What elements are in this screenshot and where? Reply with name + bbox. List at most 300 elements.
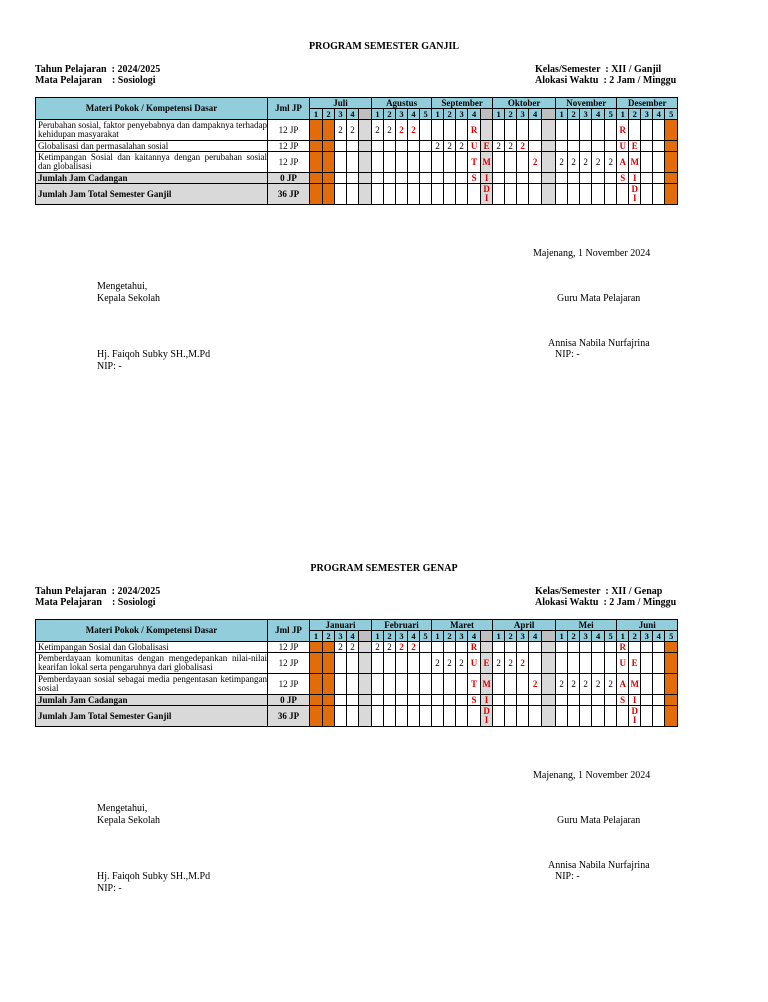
week-cell: 2 xyxy=(580,674,592,695)
week-cell: A xyxy=(617,152,629,173)
week-number: 1 xyxy=(617,631,629,642)
week-cell xyxy=(568,653,580,674)
meta-right: Kelas/Semester : XII / Genap Alokasi Waktu : 2 Jam / Minggu xyxy=(535,586,677,608)
week-cell xyxy=(310,674,323,695)
week-cell xyxy=(653,695,665,706)
week-cell xyxy=(505,706,517,727)
week-cell: 2 xyxy=(384,642,396,653)
week-cell xyxy=(347,695,359,706)
tahun-value: 2024/2025 xyxy=(117,586,161,597)
week-cell xyxy=(347,653,359,674)
cadangan-label: Jumlah Jam Cadangan xyxy=(36,695,268,706)
kepsek-name: Hj. Faiqoh Subky SH.,M.Pd xyxy=(97,871,211,882)
week-cell xyxy=(347,184,359,205)
week-cell xyxy=(592,173,605,184)
cadangan-label: Jumlah Jam Cadangan xyxy=(36,173,268,184)
month-header: Februari xyxy=(372,620,432,631)
week-number xyxy=(542,109,556,120)
week-cell xyxy=(384,706,396,727)
week-cell xyxy=(432,642,444,653)
week-cell xyxy=(505,173,517,184)
week-cell xyxy=(542,152,556,173)
week-cell xyxy=(580,141,592,152)
week-cell xyxy=(359,674,372,695)
week-cell xyxy=(556,653,568,674)
table-row xyxy=(36,674,678,695)
week-cell xyxy=(568,695,580,706)
week-cell: 2 xyxy=(505,653,517,674)
week-cell: M xyxy=(629,674,641,695)
week-cell xyxy=(444,152,456,173)
week-cell: D I xyxy=(481,706,493,727)
guru-nip: NIP: - xyxy=(555,871,580,882)
week-cell xyxy=(529,706,542,727)
week-cell xyxy=(592,184,605,205)
week-cell xyxy=(481,120,493,141)
materi-cell: Pemberdayaan komunitas dengan mengedepankan nilai-nilai kearifan lokal serta pengaruhnya dari globalisasi xyxy=(36,653,268,674)
total-label: Jumlah Jam Total Semester Ganjil xyxy=(36,184,268,205)
materi-cell: Ketimpangan Sosial dan kaitannya dengan perubahan sosial dan globalisasi xyxy=(36,152,268,173)
week-number: 2 xyxy=(629,109,641,120)
month-header: November xyxy=(556,98,617,109)
materi-cell: Globalisasi dan permasalahan sosial xyxy=(36,141,268,152)
week-cell xyxy=(556,695,568,706)
week-cell xyxy=(335,706,347,727)
week-cell xyxy=(653,173,665,184)
week-cell xyxy=(335,653,347,674)
week-cell xyxy=(580,173,592,184)
week-cell xyxy=(665,120,678,141)
week-number: 4 xyxy=(468,631,481,642)
week-cell xyxy=(310,184,323,205)
week-number: 1 xyxy=(556,631,568,642)
week-cell xyxy=(481,642,493,653)
week-cell xyxy=(605,706,617,727)
week-cell xyxy=(456,642,468,653)
week-cell xyxy=(384,653,396,674)
week-cell xyxy=(605,173,617,184)
week-cell: 2 xyxy=(517,141,529,152)
week-cell: 2 xyxy=(432,141,444,152)
week-number: 2 xyxy=(444,631,456,642)
week-cell xyxy=(542,674,556,695)
week-cell: 2 xyxy=(605,674,617,695)
week-number: 3 xyxy=(456,109,468,120)
week-cell xyxy=(384,184,396,205)
week-cell xyxy=(396,674,408,695)
week-cell xyxy=(556,141,568,152)
guru-name: Annisa Nabila Nurfajrina xyxy=(548,338,650,349)
week-cell xyxy=(529,141,542,152)
week-cell xyxy=(641,184,653,205)
week-cell: 2 xyxy=(335,120,347,141)
week-cell xyxy=(396,141,408,152)
week-cell xyxy=(641,653,653,674)
week-cell xyxy=(323,184,335,205)
tahun-label: Tahun Pelajaran xyxy=(35,586,107,597)
week-cell: 2 xyxy=(372,642,384,653)
month-header: Januari xyxy=(310,620,372,631)
week-cell: R xyxy=(468,120,481,141)
week-cell xyxy=(396,695,408,706)
week-cell xyxy=(493,152,505,173)
week-cell xyxy=(529,653,542,674)
week-number: 4 xyxy=(653,631,665,642)
week-cell xyxy=(568,120,580,141)
week-cell: 2 xyxy=(347,120,359,141)
week-number: 2 xyxy=(384,631,396,642)
week-cell xyxy=(456,674,468,695)
week-cell xyxy=(493,695,505,706)
week-cell xyxy=(556,120,568,141)
week-cell: 2 xyxy=(335,642,347,653)
week-cell: M xyxy=(629,152,641,173)
week-cell xyxy=(493,120,505,141)
week-cell xyxy=(529,642,542,653)
week-cell xyxy=(580,120,592,141)
month-header: September xyxy=(432,98,493,109)
week-cell xyxy=(396,184,408,205)
week-cell xyxy=(592,706,605,727)
week-cell xyxy=(372,173,384,184)
week-number: 3 xyxy=(335,109,347,120)
week-cell xyxy=(505,642,517,653)
place-date: Majenang, 1 November 2024 xyxy=(533,770,651,781)
week-cell xyxy=(665,674,678,695)
week-cell xyxy=(653,653,665,674)
week-cell xyxy=(542,184,556,205)
week-cell xyxy=(641,152,653,173)
meta-right: Kelas/Semester : XII / Ganjil Alokasi Waktu : 2 Jam / Minggu xyxy=(535,64,677,86)
week-cell: A xyxy=(617,674,629,695)
week-cell xyxy=(517,184,529,205)
week-cell xyxy=(408,674,420,695)
week-number: 1 xyxy=(310,109,323,120)
week-cell xyxy=(396,653,408,674)
header-materi: Materi Pokok / Kompetensi Dasar xyxy=(36,620,268,642)
week-cell xyxy=(605,141,617,152)
week-number: 3 xyxy=(641,631,653,642)
week-cell: M xyxy=(481,152,493,173)
week-cell xyxy=(310,653,323,674)
mapel-value: Sosiologi xyxy=(117,597,156,608)
week-cell xyxy=(493,674,505,695)
total-row xyxy=(36,706,678,727)
week-cell: 2 xyxy=(396,642,408,653)
week-cell xyxy=(517,695,529,706)
week-cell xyxy=(605,695,617,706)
week-cell xyxy=(323,695,335,706)
total-row xyxy=(36,184,678,205)
week-number: 4 xyxy=(408,109,420,120)
week-cell xyxy=(420,120,432,141)
week-cell xyxy=(372,695,384,706)
alokasi-label: Alokasi Waktu xyxy=(535,75,599,86)
week-cell: E xyxy=(629,141,641,152)
week-cell xyxy=(372,653,384,674)
week-cell xyxy=(310,152,323,173)
week-cell xyxy=(347,674,359,695)
week-cell xyxy=(396,706,408,727)
week-number: 2 xyxy=(505,631,517,642)
week-cell: E xyxy=(481,653,493,674)
week-cell xyxy=(420,184,432,205)
week-number: 1 xyxy=(372,631,384,642)
week-cell xyxy=(359,173,372,184)
week-cell xyxy=(493,184,505,205)
week-cell xyxy=(568,642,580,653)
month-header: Maret xyxy=(432,620,493,631)
week-cell: 2 xyxy=(384,120,396,141)
week-cell xyxy=(384,674,396,695)
cadangan-row xyxy=(36,173,678,184)
week-cell xyxy=(310,706,323,727)
week-cell xyxy=(517,152,529,173)
week-number: 5 xyxy=(665,631,678,642)
week-cell: U xyxy=(617,653,629,674)
week-number: 5 xyxy=(420,109,432,120)
cadangan-value: 0 JP xyxy=(268,173,310,184)
week-cell xyxy=(323,173,335,184)
week-cell xyxy=(456,173,468,184)
week-cell xyxy=(605,184,617,205)
week-cell xyxy=(542,173,556,184)
place-date: Majenang, 1 November 2024 xyxy=(533,248,651,259)
week-number: 1 xyxy=(493,631,505,642)
week-cell: 2 xyxy=(568,674,580,695)
week-cell xyxy=(347,152,359,173)
week-cell xyxy=(605,653,617,674)
week-cell xyxy=(592,653,605,674)
week-number: 3 xyxy=(517,631,529,642)
week-number: 3 xyxy=(396,109,408,120)
week-cell xyxy=(529,695,542,706)
week-cell xyxy=(517,120,529,141)
week-cell: 2 xyxy=(444,653,456,674)
week-cell: 2 xyxy=(493,141,505,152)
week-number: 2 xyxy=(444,109,456,120)
week-cell xyxy=(359,141,372,152)
week-cell xyxy=(323,120,335,141)
week-cell xyxy=(372,706,384,727)
week-cell: S xyxy=(468,695,481,706)
week-cell xyxy=(493,642,505,653)
week-cell xyxy=(323,653,335,674)
week-number: 4 xyxy=(592,109,605,120)
week-cell xyxy=(665,141,678,152)
week-cell: U xyxy=(617,141,629,152)
week-cell xyxy=(323,706,335,727)
week-cell xyxy=(556,706,568,727)
week-cell: 2 xyxy=(529,674,542,695)
section-title: PROGRAM SEMESTER GANJIL xyxy=(308,41,459,52)
week-cell xyxy=(444,184,456,205)
meta-left: Tahun Pelajaran : 2024/2025 Mata Pelajaran : Sosiologi xyxy=(35,64,161,86)
meta-left: Tahun Pelajaran : 2024/2025 Mata Pelajaran : Sosiologi xyxy=(35,586,161,608)
week-number: 4 xyxy=(347,631,359,642)
week-number xyxy=(481,109,493,120)
cadangan-value: 0 JP xyxy=(268,695,310,706)
week-cell xyxy=(505,152,517,173)
week-cell xyxy=(408,706,420,727)
week-number: 5 xyxy=(605,631,617,642)
week-cell xyxy=(653,120,665,141)
mengetahui: Mengetahui, xyxy=(97,281,148,292)
week-cell xyxy=(592,141,605,152)
week-cell: R xyxy=(617,642,629,653)
week-cell xyxy=(529,184,542,205)
week-number: 2 xyxy=(323,631,335,642)
total-value: 36 JP xyxy=(268,706,310,727)
week-cell: 2 xyxy=(580,152,592,173)
materi-cell: Ketimpangan Sosial dan Globalisasi xyxy=(36,642,268,653)
week-cell: R xyxy=(468,642,481,653)
week-cell xyxy=(641,706,653,727)
week-cell xyxy=(568,141,580,152)
week-cell xyxy=(420,173,432,184)
week-cell: R xyxy=(617,120,629,141)
week-cell: 2 xyxy=(408,642,420,653)
week-number: 1 xyxy=(432,109,444,120)
mapel-label: Mata Pelajaran xyxy=(35,75,102,86)
week-number: 3 xyxy=(396,631,408,642)
week-cell: 2 xyxy=(592,152,605,173)
week-cell: I xyxy=(629,695,641,706)
week-number: 3 xyxy=(517,109,529,120)
week-cell xyxy=(372,141,384,152)
week-cell xyxy=(641,173,653,184)
week-cell xyxy=(432,706,444,727)
week-cell xyxy=(323,141,335,152)
week-cell xyxy=(641,695,653,706)
table-row xyxy=(36,141,678,152)
week-cell xyxy=(372,152,384,173)
week-number: 3 xyxy=(335,631,347,642)
week-cell xyxy=(456,184,468,205)
week-cell xyxy=(347,141,359,152)
alokasi-value: 2 Jam / Minggu xyxy=(609,597,677,608)
week-cell xyxy=(556,642,568,653)
week-cell xyxy=(444,695,456,706)
week-number: 2 xyxy=(568,631,580,642)
week-number: 4 xyxy=(468,109,481,120)
week-cell xyxy=(529,173,542,184)
week-cell xyxy=(408,695,420,706)
week-cell xyxy=(420,695,432,706)
week-cell xyxy=(517,642,529,653)
month-header: Mei xyxy=(556,620,617,631)
week-cell: T xyxy=(468,152,481,173)
week-cell xyxy=(432,152,444,173)
mapel-label: Mata Pelajaran xyxy=(35,597,102,608)
week-cell xyxy=(384,173,396,184)
week-cell: 2 xyxy=(456,141,468,152)
week-cell xyxy=(408,653,420,674)
week-cell xyxy=(493,173,505,184)
week-cell xyxy=(505,184,517,205)
month-header: Desember xyxy=(617,98,678,109)
mapel-value: Sosiologi xyxy=(117,75,156,86)
week-cell xyxy=(444,120,456,141)
week-number: 2 xyxy=(568,109,580,120)
week-cell xyxy=(372,674,384,695)
alokasi-label: Alokasi Waktu xyxy=(535,597,599,608)
week-cell xyxy=(323,642,335,653)
week-cell xyxy=(432,674,444,695)
week-cell xyxy=(359,695,372,706)
kepsek-name: Hj. Faiqoh Subky SH.,M.Pd xyxy=(97,349,211,360)
semester-table xyxy=(35,619,678,727)
week-cell xyxy=(359,706,372,727)
week-cell xyxy=(517,674,529,695)
week-cell: 2 xyxy=(517,653,529,674)
week-cell xyxy=(347,706,359,727)
week-cell: I xyxy=(629,173,641,184)
week-cell xyxy=(505,695,517,706)
week-cell xyxy=(310,173,323,184)
week-cell xyxy=(653,706,665,727)
table-row xyxy=(36,152,678,173)
week-cell xyxy=(359,184,372,205)
week-cell xyxy=(335,695,347,706)
week-cell xyxy=(420,706,432,727)
week-cell xyxy=(359,642,372,653)
week-cell xyxy=(420,141,432,152)
week-cell: S xyxy=(468,173,481,184)
header-materi: Materi Pokok / Kompetensi Dasar xyxy=(36,98,268,120)
week-cell xyxy=(505,674,517,695)
week-number: 2 xyxy=(323,109,335,120)
week-cell: 2 xyxy=(444,141,456,152)
jp-cell: 12 JP xyxy=(268,653,310,674)
week-cell: E xyxy=(629,653,641,674)
total-value: 36 JP xyxy=(268,184,310,205)
week-cell xyxy=(456,695,468,706)
week-cell xyxy=(456,706,468,727)
week-cell xyxy=(665,184,678,205)
week-cell xyxy=(444,674,456,695)
week-cell xyxy=(542,120,556,141)
week-cell: 2 xyxy=(493,653,505,674)
week-cell: S xyxy=(617,173,629,184)
jp-cell: 12 JP xyxy=(268,141,310,152)
week-cell: T xyxy=(468,674,481,695)
week-cell xyxy=(396,152,408,173)
month-header: Juni xyxy=(617,620,678,631)
week-cell: M xyxy=(481,674,493,695)
header-jp: Jml JP xyxy=(268,98,310,120)
week-cell xyxy=(335,184,347,205)
week-cell: E xyxy=(481,141,493,152)
week-cell xyxy=(568,184,580,205)
week-cell: D I xyxy=(481,184,493,205)
week-number: 4 xyxy=(529,109,542,120)
week-cell xyxy=(517,173,529,184)
week-number: 3 xyxy=(580,631,592,642)
week-number: 4 xyxy=(653,109,665,120)
week-cell xyxy=(580,706,592,727)
week-cell xyxy=(335,674,347,695)
week-number: 1 xyxy=(617,109,629,120)
week-cell xyxy=(384,152,396,173)
kepala-sekolah: Kepala Sekolah xyxy=(97,815,161,826)
week-number: 2 xyxy=(384,109,396,120)
week-cell xyxy=(408,152,420,173)
week-cell xyxy=(665,653,678,674)
week-cell xyxy=(617,184,629,205)
week-cell: D I xyxy=(629,184,641,205)
table-row xyxy=(36,120,678,141)
